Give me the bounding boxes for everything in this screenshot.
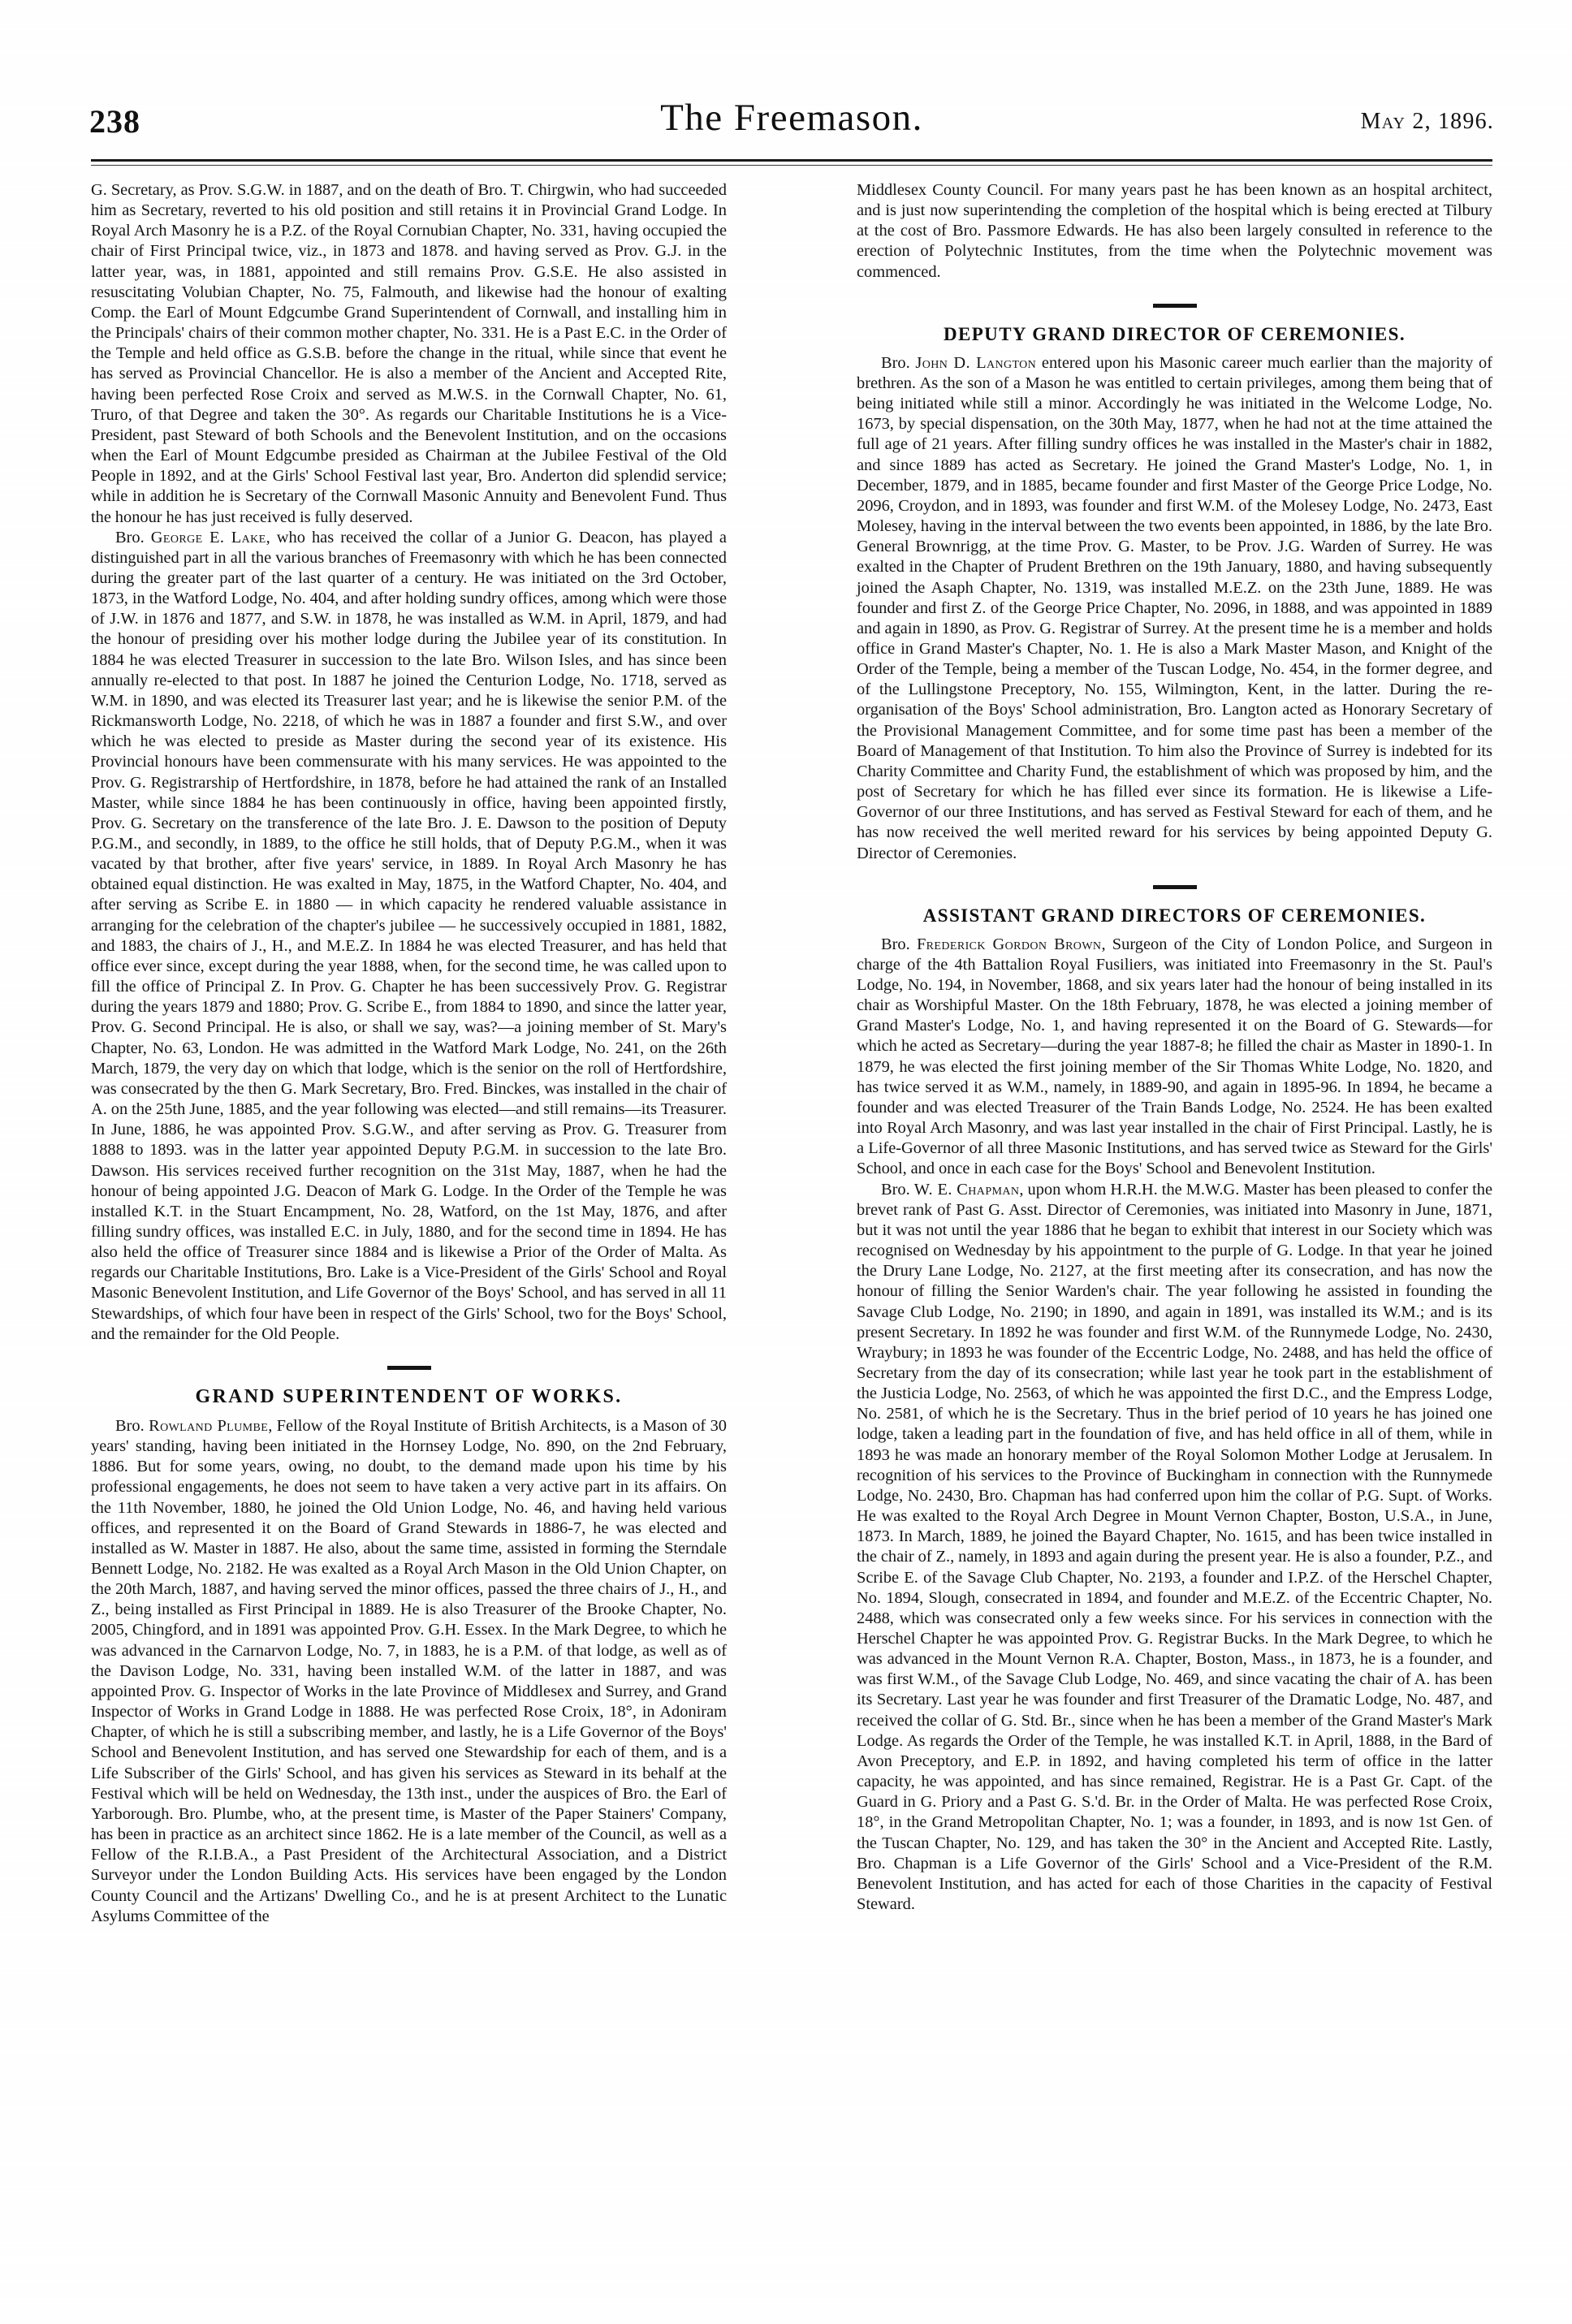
person-name-chapman: W. E. Chapman (913, 1180, 1020, 1199)
paragraph-langton-lead: Bro. (881, 353, 916, 372)
person-name-langton: John D. Langton (915, 353, 1037, 372)
section-divider-rule-2 (1153, 304, 1197, 308)
page-number: 238 (89, 103, 140, 140)
section-heading-deputy-grand-director-of-ceremonies: DEPUTY GRAND DIRECTOR OF CEREMONIES. (943, 323, 1406, 344)
person-name-brown: Frederick Gordon Brown (916, 935, 1102, 953)
heading-spacer-3 (857, 927, 1492, 935)
column-right (857, 180, 1492, 2259)
column-left (91, 180, 727, 2259)
article-columns (91, 180, 1492, 2259)
paragraph-brown (857, 935, 1492, 1180)
masthead-rule (91, 159, 1492, 162)
section-divider-rule-3 (1153, 885, 1197, 889)
paragraph-plumbe-continued: Middlesex County Council. For many years past he has been known as an hospital architect, and is just now superintending the completion of the hospital which is being erected at Tilbury at the cost of Bro. Passmore Edwards. He has also been largely consulted in reference to the erection of Polytechnic Institutes, from the time when the Polytechnic movement was commenced. (857, 181, 1492, 281)
section-heading-grand-superintendent-of-works: GRAND SUPERINTENDENT OF WORKS. (195, 1385, 623, 1407)
publication-title: The Freemason. (660, 97, 923, 139)
paragraph-langton (857, 353, 1492, 864)
paragraph-chapman (857, 1180, 1492, 1916)
paragraph-plumbe-lead: Bro. (115, 1416, 149, 1435)
heading-spacer-2 (857, 345, 1492, 353)
masthead-rule-secondary (91, 165, 1492, 166)
paragraph-lake-body: , who has received the collar of a Junior G. Deacon, has played a distinguished part in all the various branches of Freemasonry with which he has been connected during the greater part of the last quarter of a century. He was initiated on the 3rd October, 1873, in the Watford Lodge, No. 404, and after holding sundry offices, among which were those of J.W. in 1876 and 1877, and S.W. in 1878, he was installed as W.M. in April, 1879, and had the honour of presiding over his mother lodge during the Jubilee year of its constitution. In 1884 he was elected Treasurer in succession to the late Bro. Wilson Isles, and has since been annually re-elected to that post. In 1887 he joined the Centurion Lodge, No. 1718, served as W.M. in 1890, and was elected its Treasurer last year; and he is likewise the senior P.M. of the Rickmansworth Lodge, No. 2218, of which he was in 1887 a founder and first S.W., and over which he was elected to preside as Master during the second year of its existence. His Provincial honours have been commensurate with his many services. He was appointed to the Prov. G. Registrarship of Hertfordshire, in 1878, before he had attained the rank of an Installed Master, while since 1884 he has been continuously in office, having been appointed firstly, Prov. G. Secretary on the transference of the late Bro. J. E. Dawson to the position of Deputy P.G.M., and secondly, in 1889, to the office he still holds, that of Deputy P.G.M., when it was vacated by that brother, after five years' service, in 1889. In Royal Arch Masonry he has obtained equal distinction. He was exalted in May, 1875, in the Watford Chapter, No. 404, and after serving as Scribe E. in 1880 — in which capacity he rendered valuable assistance in arranging for the celebration of the chapter's jubilee — he successively occupied in 1881, 1882, and 1883, the chairs of J., H., and M.E.Z. In 1884 he was elected Treasurer, and has held that office ever since, except during the year 1888, when, for the second time, he was called upon to fill the office of Principal Z. In Prov. G. Chapter he has been successively Prov. G. Registrar during the years 1879 and 1880; Prov. G. Scribe E., from 1884 to 1890, and since the latter year, Prov. G. Second Principal. He is also, or shall we say, was?—a joining member of St. Mary's Chapter, No. 63, London. He was admitted in the Watford Mark Lodge, No. 241, on the 26th March, 1879, the very day on which that lodge, which is the senior on the roll of Hertfordshire, was consecrated by the then G. Mark Secretary, Bro. Fred. Binckes, was installed in the chair of A. on the 25th June, 1885, and the year following was elected—and still remains—its Treasurer. In June, 1886, he was appointed Prov. S.G.W., and after serving as Prov. G. Treasurer from 1888 to 1893. was in the latter year appointed Deputy P.G.M. in succession to the late Bro. Dawson. His services received further recognition on the 31st May, 1887, when he had the honour of being appointed J.G. Deacon of Mark G. Lodge. In the Order of the Temple he was installed K.T. in the Stuart Encampment, No. 28, Watford, on the 1st May, 1876, and after filling sundry offices, was installed E.C. in July, 1880, and for the second time in 1894. He has also held the office of Treasurer since 1884 and is likewise a Prior of the Order of Malta. As regards our Charitable Institutions, Bro. Lake is a Vice-President of the Girls' School and Royal Masonic Benevolent Institution, and Life Governor of the Boys' School, and has served in all 11 Stewardships, of which four have been in respect of the Girls' School, two for the Boys' School, and the remainder for the Old People. (91, 528, 727, 1343)
issue-date: may 2, 1896. (1360, 109, 1494, 134)
masthead (89, 96, 1494, 161)
paragraph-plumbe-body: , Fellow of the Royal Institute of British Architects, is a Mason of 30 years' standing, having been initiated in the Hornsey Lodge, No. 890, on the 2nd February, 1886. But for some years, owing, no doubt, to the demand made upon his time by his professional engagements, he does not seem to have taken a very active part in its affairs. On the 11th November, 1880, he joined the Old Union Lodge, No. 46, and having held various offices, and represented it on the Board of Grand Stewards in 1886-7, he was elected and installed as W. Master in 1887. He also, about the same time, assisted in forming the Sterndale Bennett Lodge, No. 2182. He was exalted as a Royal Arch Mason in the Old Union Chapter, on the 20th March, 1887, and having served the minor offices, passed the three chairs of J., H., and Z., being installed as First Principal in 1889. He is also Treasurer of the Brooke Chapter, No. 2005, Chingford, and in 1891 was appointed Prov. G.H. Essex. In the Mark Degree, to which he was advanced in the Carnarvon Lodge, No. 7, in 1883, he is a P.M. of that lodge, as well as of the Davison Lodge, No. 331, having been installed W.M. of the latter in 1887, and was appointed Prov. G. Inspector of Works in the late Province of Middlesex and Surrey, and Grand Inspector of Works in Grand Lodge in 1888. He was perfected Rose Croix, 18°, in Adoniram Chapter, of which he is still a subscribing member, and lastly, he is a Life Governor of the Boys' School and Benevolent Institution, and has served one Stewardship for each of them, and is a Life Subscriber of the Girls' School, and has given his services as Steward in its behalf at the Festival which will be held on Wednesday, the 13th inst., under the auspices of Bro. the Earl of Yarborough. Bro. Plumbe, who, at the present time, is Master of the Paper Stainers' Company, has been in practice as an architect since 1862. He is a late member of the Council, as well as a Fellow of the R.I.B.A., a Past President of the Architectural Association, and a District Surveyor under the London Building Acts. His services have been engaged by the London County Council and the Artizans' Dwelling Co., and he is at present Architect to the Lunatic Asylums Committee of the (91, 1416, 727, 1925)
paragraph-brown-lead: Bro. (881, 935, 917, 953)
paragraph-langton-body: entered upon his Masonic career much earlier than the majority of brethren. As the son of a Mason he was entitled to certain privileges, among them being that of being initiated while still a minor. Accordingly he was initiated in the Welcome Lodge, No. 1673, by special dispensation, on the 30th May, 1877, when he had not at the time attained the full age of 21 years. After filling sundry offices he was installed in the Master's chair in 1882, and since 1889 has acted as Secretary. He joined the Grand Master's Lodge, No. 1, in December, 1879, and in 1885, became founder and first Master of the George Price Lodge, No. 2096, Croydon, and in 1893, was founder and first W.M. of the Molesey Lodge, No. 2473, East Molesey, having in the interval between the two events been appointed, in 1886, by the late Bro. General Brownrigg, at the time Prov. G. Master, to be Prov. J.G. Warden of Surrey. He was exalted in the Chapter of Prudent Brethren on the 19th January, 1880, and having subsequently joined the Asaph Chapter, No. 1319, was installed M.E.Z. on the 23th June, 1889. He was founder and first Z. of the George Price Chapter, No. 2096, in 1888, and was appointed in 1889 and again in 1890, as Prov. G. Registrar of Surrey. At the present time he is a member and holds office in Grand Master's Chapter, No. 1. He is also a Mark Master Mason, and Knight of the Order of the Temple, being a member of the Tuscan Lodge, No. 454, in the former degree, and of the Lullingstone Preceptory, No. 155, Wilmington, Kent, in the latter. During the re-organisation of the Boys' School administration, Bro. Langton acted as Honorary Secretary of the Provisional Management Committee, and for some time past has been a member of the Board of Management of that Institution. To him also the Province of Surrey is indebted for its Charity Committee and Charity Fund, the establishment of which was proposed by him, and the post of Secretary for which he has filled ever since its formation. He is likewise a Life-Governor of our three Institutions, and has served as Festival Steward for each of them, and he has now received the well merited reward for his services by being appointed Deputy G. Director of Ceremonies. (857, 353, 1492, 862)
person-name-plumbe: Rowland Plumbe (149, 1416, 269, 1435)
paragraph-lake (91, 528, 727, 1345)
paragraph-chapman-body: , upon whom H.R.H. the M.W.G. Master has been pleased to confer the brevet rank of Past G. Asst. Director of Ceremonies, was initiated into Masonry in June, 1871, but it was not until the year 1886 that he began to exhibit that interest in our Society which was recognised on Wednesday by his appointment to the purple of G. Lodge. In that year he joined the Drury Lane Lodge, No. 2127, at the first meeting after its consecration, and has now the honour of filling the Senior Warden's chair. The year following he assisted in founding the Savage Club Lodge, No. 2190; in 1890, and again in 1891, was installed its W.M.; and is its present Secretary. In 1892 he was founder and first W.M. of the Runnymede Lodge, No. 2430, Wraybury; in 1893 he was founder of the Eccentric Lodge, No. 2488, and has held the office of Secretary from the day of its consecration; while last year he took part in the establishment of the Justicia Lodge, No. 2563, of which he was appointed the first D.C., and the Empress Lodge, No. 2581, of which he is the Secretary. Thus in the brief period of 10 years he has joined one lodge, taken a leading part in the foundation of five, and has held office in all of them, while in 1893 he was made an honorary member of the Royal Solomon Mother Lodge at Jerusalem. In recognition of his services to the Province of Buckingham in connection with the Runnymede Lodge, No. 2430, Bro. Chapman has had conferred upon him the collar of P.G. Supt. of Works. He was exalted to the Royal Arch Degree in Mount Vernon Chapter, Boston, U.S.A., in June, 1873. In March, 1889, he joined the Bayard Chapter, No. 1615, and has been twice installed in the chair of Z., namely, in 1893 and again during the present year. He is also a founder, P.Z., and Scribe E. of the Savage Club Chapter, No. 2193, a founder and I.P.Z. of the Herschel Chapter, No. 1894, Slough, consecrated in 1894, and founder and M.E.Z. of the Eccentric Chapter, No. 2488, which was consecrated only a few weeks since. For his services in connection with the Herschel Chapter he was appointed Prov. G. Registrar Bucks. In the Mark Degree, to which he was advanced in the Mount Vernon R.A. Chapter, Boston, Mass., in 1873, he is a founder, and was first W.M., of the Savage Club Lodge, No. 469, and since vacating the chair of A. has been its Secretary. Last year he was founder and first Treasurer of the Dramatic Lodge, No. 487, and received the collar of G. Std. Br., since when he has been a member of the Grand Master's Mark Lodge. As regards the Order of the Temple, he was installed K.T. in April, 1888, in the Bard of Avon Preceptory, and E.P. in 1892, and having completed his term of office in the latter capacity, he was appointed, and has since remained, Registrar. He is a Past Gr. Capt. of the Guard in G. Priory and a Past G. S.'d. Br. in the Order of Malta. He was perfected Rose Croix, 18°, in the Grand Metropolitan Chapter, No. 1; was a founder, in 1893, and is now 1st Gen. of the Tuscan Chapter, No. 129, and has taken the 30° in the Ancient and Accepted Rite. Lastly, Bro. Chapman is a Life Governor of the Girls' School and a Vice-President of the R.M. Benevolent Institution, and has acted for each of those Charities in the capacity of Festival Steward. (857, 1180, 1492, 1914)
paragraph-plumbe (91, 1416, 727, 1927)
person-name-lake: George E. Lake (150, 528, 266, 546)
paragraph-brown-body: , Surgeon of the City of London Police, and Surgeon in charge of the 4th Battalion Royal Fusiliers, was initiated into Freemasonry in the St. Paul's Lodge, No. 194, in November, 1868, and six years later had the honour of being installed in its chair as Worshipful Master. On the 18th February, 1878, he was elected a joining member of Grand Master's Lodge, No. 1, and having represented it on the Board of G. Stewards—for which he acted as Secretary—during the year 1887-8; he filled the chair as Master in 1890-1. In 1879, he was elected the first joining member of the Sir Thomas White Lodge, No. 1820, and has twice served it as W.M., namely, in 1889-90, and again in 1895-96. In 1894, he became a founder and was elected Treasurer of the Train Bands Lodge, No. 2524. He has been exalted into Royal Arch Masonry, and was last year installed in the chair of First Principal. Lastly, he is a Life-Governor of all three Masonic Institutions, and has served twice as Steward for the Girls' School, and once in each case for the Boys' School and Benevolent Institution. (857, 935, 1492, 1178)
section-divider-rule (387, 1366, 431, 1370)
section-heading-assistant-grand-directors-of-ceremonies: ASSISTANT GRAND DIRECTORS OF CEREMONIES. (922, 905, 1427, 926)
paragraph-chapman-lead: Bro. (881, 1180, 914, 1199)
paragraph-lake-lead: Bro. (115, 528, 151, 546)
heading-spacer (91, 1408, 727, 1416)
paragraph-anderton-continued: G. Secretary, as Prov. S.G.W. in 1887, and on the death of Bro. T. Chirgwin, who had succeeded him as Secretary, reverted to his old position and still retains it in Provincial Grand Lodge. In Royal Arch Masonry he is a P.Z. of the Royal Cornubian Chapter, No. 331, having occupied the chair of First Principal twice, viz., in 1873 and 1878. and having served as Prov. G.J. in the latter year, was, in 1881, appointed and still remains Prov. G.S.E. He also assisted in resuscitating Volubian Chapter, No. 75, Falmouth, and likewise had the honour of exalting Comp. the Earl of Mount Edgcumbe Grand Superintendent of Cornwall, and installing him in the Principals' chairs of their common mother chapter, No. 331. He is a Past E.C. in the Order of the Temple and held office as G.S.B. before the change in the ritual, while since that event he has served as Provincial Chancellor. He is also a member of the Ancient and Accepted Rite, having been perfected Rose Croix and served as M.W.S. in the Cornwall Chapter, No. 61, Truro, of that Degree and taken the 30°. As regards our Charitable Institutions he is a Vice-President, past Steward of both Schools and the Benevolent Institution, and on the occasions when the Earl of Mount Edgcumbe presided as Chairman at the Jubilee Festival of the Old People in 1892, and at the Girls' School Festival last year, Bro. Anderton did splendid service; while in addition he is Secretary of the Cornwall Masonic Annuity and Benevolent Fund. Thus the honour he has just received is fully deserved. (91, 181, 727, 526)
